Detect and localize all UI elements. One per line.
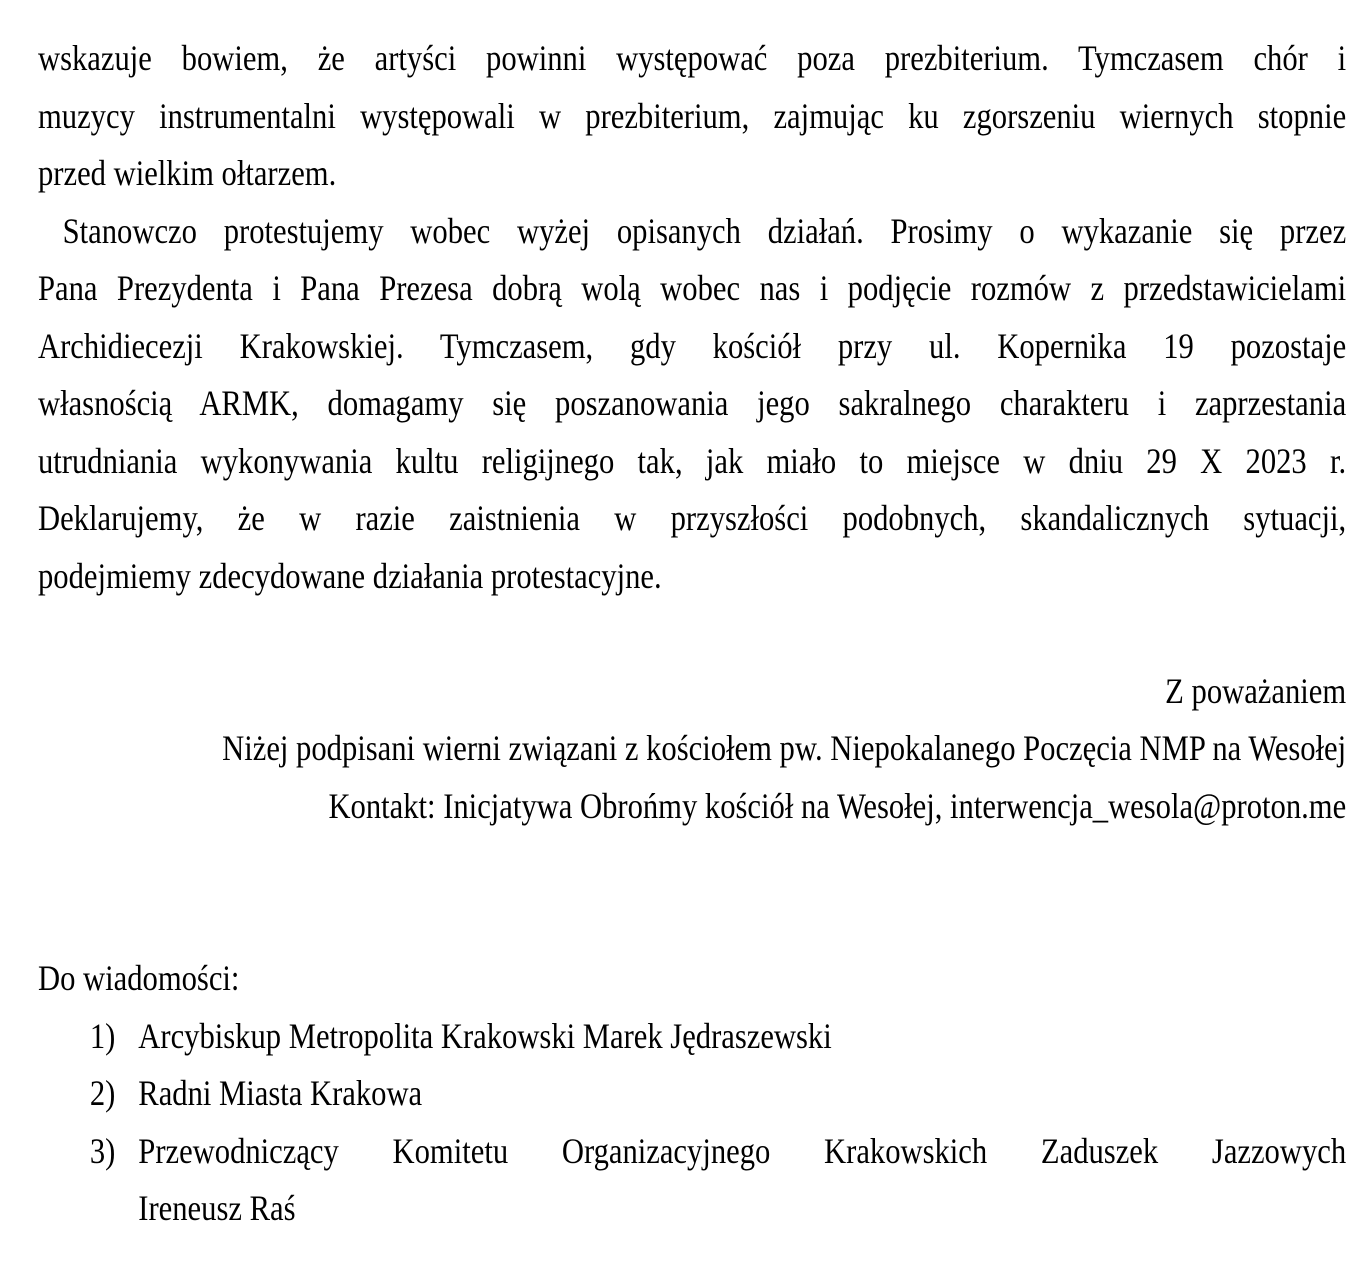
- contact-line: Kontakt: Inicjatywa Obrońmy kościół na Wesołej, interwencja_wesola@proton.me: [328, 785, 1347, 826]
- text-line: podejmiemy zdecydowane działania protestacyjne.: [38, 555, 662, 596]
- text-line: własnością ARMK, domagamy się poszanowania jego sakralnego charakteru i zaprzestania: [38, 383, 1347, 423]
- text-line: przed wielkim ołtarzem.: [38, 153, 337, 193]
- paragraph-protest: [38, 203, 1346, 606]
- distribution-item-text: [138, 1008, 1346, 1066]
- text-line: Ireneusz Raś: [138, 1188, 296, 1228]
- distribution-item-number: 1): [89, 1015, 116, 1056]
- signatories-line: Niżej podpisani wierni związani z kościołem pw. Niepokalanego Poczęcia NMP na Wesołej: [222, 728, 1347, 768]
- text-line: Archidiecezji Krakowskiej. Tymczasem, gdy kościół przy ul. Kopernika 19 pozostaje: [38, 325, 1347, 366]
- distribution-list: [38, 1008, 1346, 1238]
- text-line: Arcybiskup Metropolita Krakowski Marek Jędraszewski: [138, 1015, 832, 1056]
- distribution-heading: Do wiadomości:: [38, 958, 240, 998]
- text-line: utrudniania wykonywania kultu religijnego tak, jak miało to miejsce w dniu 29 X 2023 r.: [38, 440, 1347, 481]
- blank-line: [38, 835, 1346, 893]
- paragraph-continuation: [38, 30, 1346, 203]
- distribution-item-text: [138, 1065, 1346, 1123]
- distribution-item: [38, 1123, 1346, 1238]
- text-line: Deklarujemy, że w razie zaistnienia w przyszłości podobnych, skandalicznych sytuacji,: [38, 498, 1347, 538]
- text-line: muzycy instrumentalni występowali w prezbiterium, zajmując ku zgorszeniu wiernych stopnie: [38, 95, 1347, 136]
- blank-line: [38, 893, 1346, 951]
- distribution-item-text: [138, 1123, 1346, 1238]
- letter-body: [38, 0, 1346, 1238]
- text-line: Przewodniczący Komitetu Organizacyjnego Krakowskich Zaduszek Jazzowych: [138, 1130, 1347, 1171]
- distribution-item-number: 3): [89, 1130, 116, 1171]
- closing-salutation: Z poważaniem: [1165, 670, 1347, 711]
- distribution-item: [38, 1065, 1346, 1123]
- text-line: Stanowczo protestujemy wobec wyżej opisanych działań. Prosimy o wykazanie się przez: [62, 210, 1347, 251]
- distribution-item: [38, 1008, 1346, 1066]
- text-line: Pana Prezydenta i Pana Prezesa dobrą wolą wobec nas i podjęcie rozmów z przedstawicielami: [38, 268, 1347, 308]
- text-line: Radni Miasta Krakowa: [138, 1073, 423, 1113]
- distribution-item-number: 2): [89, 1073, 116, 1113]
- text-line: wskazuje bowiem, że artyści powinni występować poza prezbiterium. Tymczasem chór i: [38, 38, 1347, 78]
- blank-line: [38, 605, 1346, 663]
